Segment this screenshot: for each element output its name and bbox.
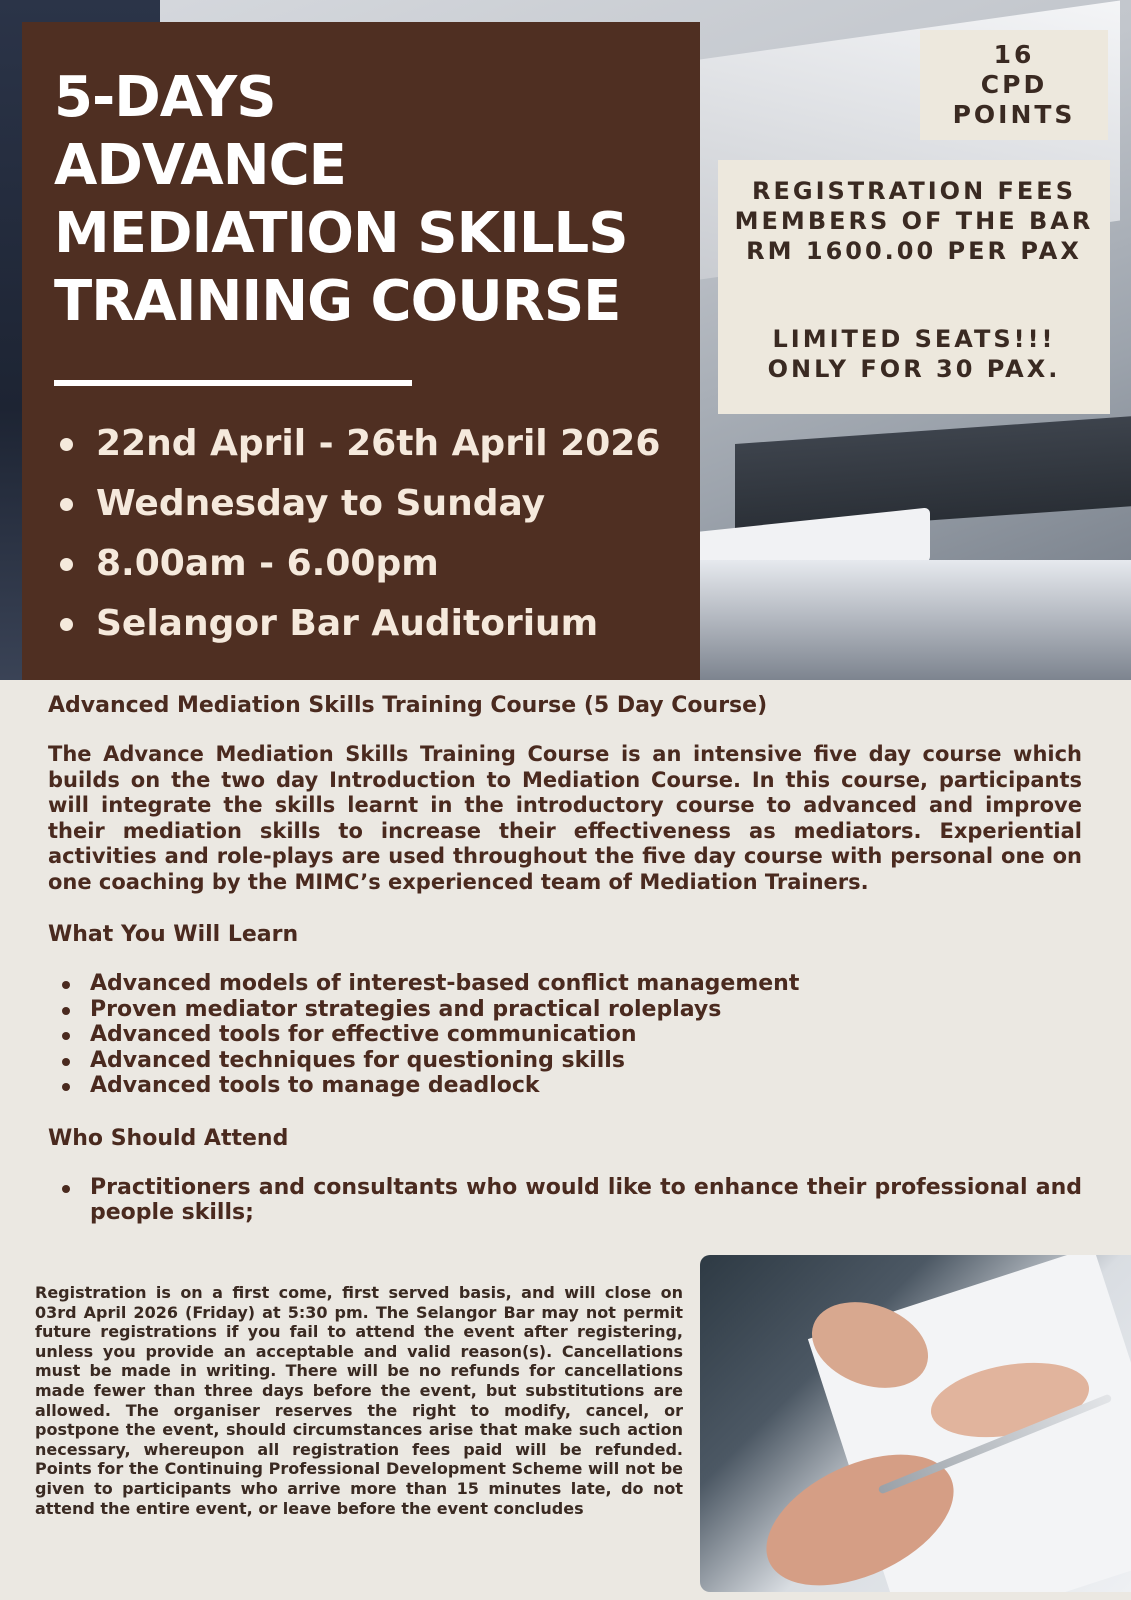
- cpd-line: CPD: [980, 70, 1048, 99]
- seats-line: ONLY FOR 30 PAX.: [767, 355, 1061, 383]
- course-description: The Advance Mediation Skills Training Course is an intensive five day course which builds on the two day Introduction to Mediation Course. In this course, participants will integrate the skills learnt in the introductory course to advanced and improve their mediation skills to increase their effectiveness as mediators. Experiential activities and role-plays are used throughout the five day course with personal one on one coaching by the MIMC’s experienced team of Mediation Trainers.: [48, 742, 1082, 894]
- event-days: Wednesday to Sunday: [96, 474, 700, 534]
- title-line: ADVANCE: [54, 133, 346, 198]
- handshake-photo: [700, 1255, 1131, 1592]
- title-line: TRAINING COURSE: [54, 269, 621, 334]
- section-heading: Advanced Mediation Skills Training Course (5 Day Course): [48, 693, 768, 718]
- desk-photo-detail: [700, 560, 1131, 680]
- list-item: Proven mediator strategies and practical roleplays: [90, 997, 1082, 1023]
- event-details-list: [54, 414, 700, 654]
- attend-heading: Who Should Attend: [48, 1125, 289, 1151]
- title-panel: [22, 22, 700, 680]
- registration-fees-box: [718, 160, 1110, 414]
- screen-photo-detail: [735, 416, 1131, 534]
- fees-line: MEMBERS OF THE BAR: [734, 207, 1094, 235]
- course-description-section: [48, 692, 1082, 1226]
- title-divider: [54, 380, 412, 386]
- course-title: [54, 64, 700, 336]
- fees-line: REGISTRATION FEES: [752, 177, 1076, 205]
- title-line: 5-DAYS: [54, 65, 276, 130]
- cpd-line: POINTS: [952, 100, 1076, 129]
- event-venue: Selangor Bar Auditorium: [96, 594, 700, 654]
- learn-heading: What You Will Learn: [48, 922, 299, 947]
- cpd-points-box: [920, 30, 1108, 140]
- event-date: 22nd April - 26th April 2026: [96, 414, 700, 474]
- list-item: Advanced techniques for questioning skills: [90, 1048, 1082, 1074]
- cpd-line: 16: [993, 40, 1035, 69]
- list-item: Practitioners and consultants who would like to enhance their professional and people skills;: [90, 1174, 1082, 1225]
- list-item: Advanced tools to manage deadlock: [90, 1073, 1082, 1099]
- title-line: MEDIATION SKILLS: [54, 201, 628, 266]
- registration-terms: Registration is on a first come, first served basis, and will close on 03rd April 2026 (Friday) at 5:30 pm. The Selangor Bar may not permit future registrations if you fail to attend the event after registering, unless you provide an acceptable and valid reason(s). Cancellations must be made in writing. There will be no refunds for cancellations made fewer than three days before the event, but substitutions are allowed. The organiser reserves the right to modify, cancel, or postpone the event, should circumstances arise that make such action necessary, whereupon all registration fees paid will be refunded. Points for the Continuing Professional Development Scheme will not be given to participants who arrive more than 15 minutes late, do not attend the entire event, or leave before the event concludes: [35, 1283, 683, 1518]
- list-item: Advanced tools for effective communication: [90, 1022, 1082, 1048]
- list-item: Advanced models of interest-based conflict management: [90, 971, 1082, 997]
- fees-price: RM 1600.00 PER PAX: [746, 237, 1082, 265]
- attend-list: [48, 1175, 1082, 1226]
- event-time: 8.00am - 6.00pm: [96, 534, 700, 594]
- seats-line: LIMITED SEATS!!!: [772, 325, 1056, 353]
- learn-list: [48, 971, 1082, 1099]
